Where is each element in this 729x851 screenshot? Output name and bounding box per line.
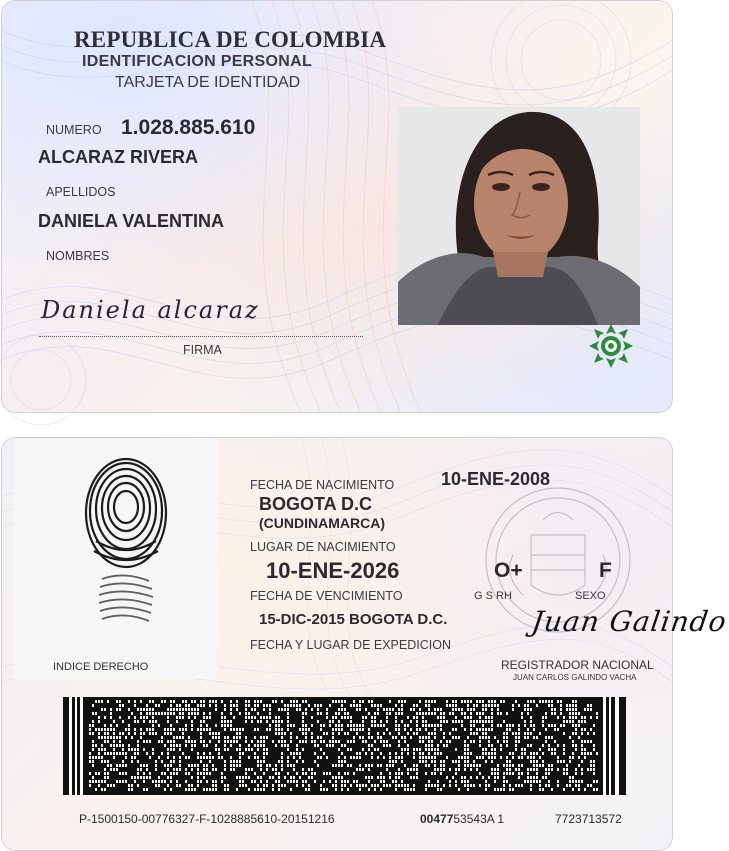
id-card-back	[1, 437, 729, 851]
holder-photo	[398, 107, 640, 325]
sex-value: F	[599, 559, 612, 582]
surnames-value: ALCARAZ RIVERA	[38, 147, 198, 167]
id-number: 1.028.885.610	[121, 116, 256, 139]
birth-date-value: 10-ENE-2008	[441, 469, 551, 489]
signature-label: FIRMA	[183, 343, 222, 357]
fingerprint-panel	[14, 439, 218, 679]
birth-department-value: (CUNDINAMARCA)	[259, 515, 385, 531]
fingerprint-icon	[14, 439, 218, 679]
green-emblem-icon	[585, 320, 637, 372]
signature-line	[39, 336, 363, 337]
id-card-front	[1, 0, 673, 413]
expiration-date-label: FECHA DE VENCIMIENTO	[250, 589, 403, 603]
document-type: TARJETA DE IDENTIDAD	[115, 74, 301, 91]
birth-place-label: LUGAR DE NACIMIENTO	[250, 540, 396, 554]
birth-date-label: FECHA DE NACIMIENTO	[250, 478, 395, 492]
issue-date-place-label: FECHA Y LUGAR DE EXPEDICION	[250, 638, 451, 652]
barcode-pattern-icon	[63, 697, 626, 795]
blood-type-label: G S RH	[474, 590, 512, 602]
given-names-value: DANIELA VALENTINA	[38, 211, 224, 231]
sex-label: SEXO	[575, 590, 606, 602]
pdf417-barcode	[63, 697, 626, 795]
identification-subtitle: IDENTIFICACION PERSONAL	[82, 53, 313, 70]
expiration-date-value: 10-ENE-2026	[266, 558, 400, 583]
blood-type-value: O+	[494, 559, 523, 582]
serial-code-middle-bold: 00477	[420, 812, 454, 826]
registrar-title: REGISTRADOR NACIONAL	[501, 658, 654, 672]
right-index-label: INDICE DERECHO	[53, 661, 149, 673]
serial-code-middle-rest: 53543A 1	[453, 812, 505, 826]
registrar-name: JUAN CARLOS GALINDO VACHA	[513, 673, 637, 682]
registrar-signature: Juan Galindo	[529, 605, 729, 638]
surnames-label: APELLIDOS	[46, 185, 116, 199]
holder-signature: Daniela alcaraz	[41, 296, 260, 324]
serial-code-left: P-1500150-00776327-F-1028885610-20151216	[79, 812, 335, 826]
issue-date-place-value: 15-DIC-2015 BOGOTA D.C.	[259, 611, 448, 628]
given-names-label: NOMBRES	[46, 249, 110, 263]
serial-code-right: 7723713572	[555, 812, 622, 826]
country-title: REPUBLICA DE COLOMBIA	[74, 27, 387, 52]
serial-code-middle	[420, 812, 504, 826]
numero-label: NUMERO	[46, 123, 102, 137]
birth-place-value: BOGOTA D.C	[259, 494, 372, 514]
